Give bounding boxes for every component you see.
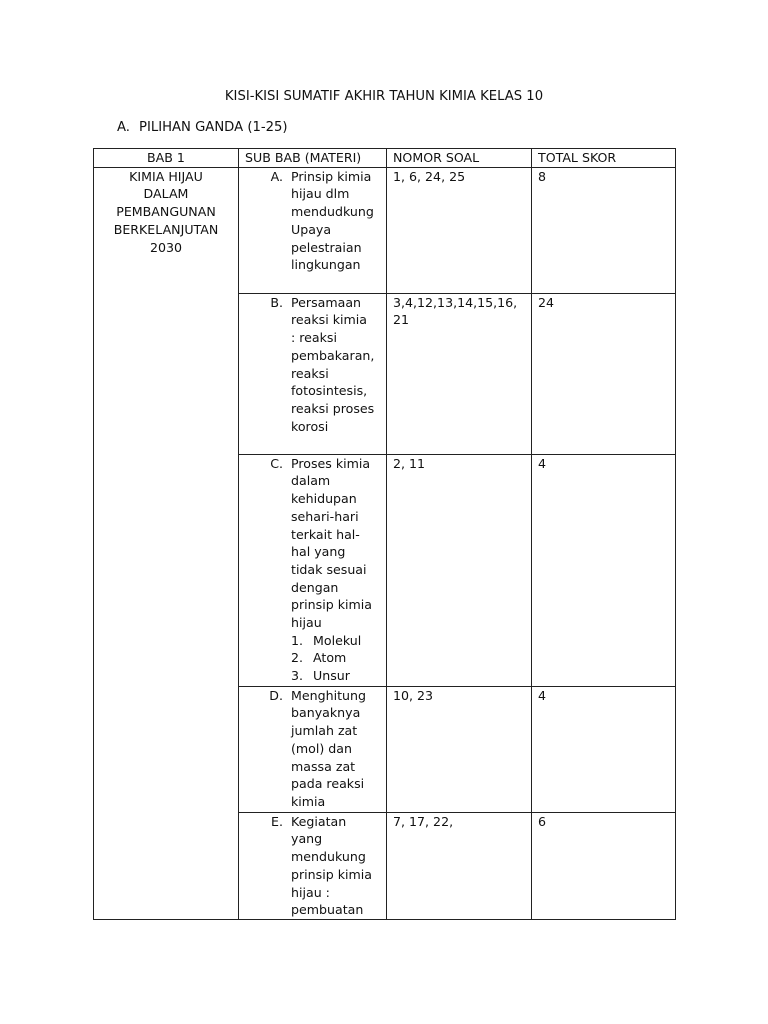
item-line: prinsip kimia — [291, 597, 372, 613]
table-row — [94, 167, 676, 293]
section-marker: A. — [117, 120, 130, 135]
bab-line: KIMIA HIJAU — [129, 168, 203, 184]
item-letter: D. — [269, 687, 283, 703]
total-skor-cell: 4 — [532, 686, 676, 812]
sub-bab-cell — [239, 167, 387, 293]
total-skor-cell: 6 — [532, 812, 676, 919]
item-line: kehidupan — [291, 491, 357, 507]
item-line: Prinsip kimia — [291, 168, 372, 184]
total-skor-cell: 4 — [532, 454, 676, 686]
sub-bab-cell — [239, 686, 387, 812]
header-total-skor: TOTAL SKOR — [532, 149, 676, 168]
item-line: Persamaan — [291, 294, 362, 310]
item-line: reaksi proses — [291, 400, 375, 416]
subitem-text: Atom — [313, 650, 347, 666]
item-line: pelestraian — [291, 239, 362, 255]
item-line: korosi — [291, 418, 329, 434]
item-line: massa zat — [291, 758, 356, 774]
subitem-text: Molekul — [313, 632, 362, 648]
nomor-soal-cell — [387, 293, 532, 454]
bab-cell — [94, 167, 239, 919]
total-skor-cell: 8 — [532, 167, 676, 293]
item-letter: C. — [270, 455, 283, 471]
table-header-row — [94, 149, 676, 168]
subitem-text: Unsur — [313, 668, 350, 684]
header-nomor-soal: NOMOR SOAL — [387, 149, 532, 168]
kisi-kisi-table — [93, 148, 676, 920]
item-line: : reaksi — [291, 330, 337, 346]
nomor-line: 3,4,12,13,14,15,16, — [393, 294, 518, 310]
item-line: mendudkung — [291, 204, 374, 220]
header-sub-bab: SUB BAB (MATERI) — [239, 149, 387, 168]
nomor-line: 10, 23 — [393, 687, 434, 703]
bab-line: 2030 — [149, 239, 183, 255]
item-line: kimia — [291, 793, 326, 809]
item-line: jumlah zat — [291, 723, 358, 739]
item-line: hijau — [291, 615, 322, 631]
sub-bab-cell — [239, 812, 387, 919]
item-line: lingkungan — [291, 257, 361, 273]
item-letter: E. — [271, 813, 283, 829]
item-line: pembuatan — [291, 902, 364, 918]
numbered-subitem — [291, 667, 378, 685]
item-line: dalam — [291, 473, 331, 489]
item-line: Proses kimia — [291, 455, 371, 471]
numbered-subitem — [291, 632, 378, 650]
nomor-line: 7, 17, 22, — [393, 813, 454, 829]
item-line: yang — [291, 831, 323, 847]
item-line: mendukung — [291, 849, 366, 865]
nomor-line: 21 — [393, 312, 410, 328]
item-line: fotosintesis, — [291, 383, 368, 399]
section-label: PILIHAN GANDA (1-25) — [139, 120, 288, 135]
item-line: pembakaran, — [291, 347, 375, 363]
bab-line: DALAM — [143, 186, 189, 202]
item-line: reaksi — [291, 365, 329, 381]
sub-bab-cell — [239, 454, 387, 686]
item-line: hijau dlm — [291, 186, 350, 202]
document-title: KISI-KISI SUMATIF AKHIR TAHUN KIMIA KELAS 10 — [224, 89, 544, 104]
sub-bab-cell — [239, 293, 387, 454]
nomor-line: 2, 11 — [393, 455, 426, 471]
nomor-soal-cell — [387, 454, 532, 686]
bab-line: PEMBANGUNAN — [116, 204, 216, 220]
nomor-soal-cell — [387, 812, 532, 919]
nomor-soal-cell — [387, 167, 532, 293]
item-line: tidak sesuai — [291, 561, 367, 577]
item-line: reaksi kimia — [291, 312, 367, 328]
item-letter: B. — [270, 294, 283, 310]
item-line: prinsip kimia — [291, 866, 372, 882]
item-line: terkait hal- — [291, 526, 360, 542]
nomor-line: 1, 6, 24, 25 — [393, 168, 466, 184]
total-skor-cell: 24 — [532, 293, 676, 454]
numbered-subitem — [291, 649, 378, 667]
bab-line: BERKELANJUTAN — [113, 221, 219, 237]
item-line: dengan — [291, 579, 339, 595]
item-line: banyaknya — [291, 705, 361, 721]
item-line: hal yang — [291, 544, 346, 560]
section-heading — [117, 119, 288, 137]
nomor-soal-cell — [387, 686, 532, 812]
item-letter: A. — [270, 168, 283, 184]
subitem-number: 2. — [291, 650, 304, 666]
item-line: sehari-hari — [291, 508, 359, 524]
item-line: pada reaksi — [291, 776, 365, 792]
header-bab: BAB 1 — [94, 149, 239, 168]
item-line: (mol) dan — [291, 740, 352, 756]
item-line: Menghitung — [291, 687, 366, 703]
item-line: Kegiatan — [291, 813, 347, 829]
item-line: hijau : — [291, 884, 330, 900]
subitem-number: 1. — [291, 632, 304, 648]
item-line: Upaya — [291, 221, 332, 237]
subitem-number: 3. — [291, 668, 304, 684]
